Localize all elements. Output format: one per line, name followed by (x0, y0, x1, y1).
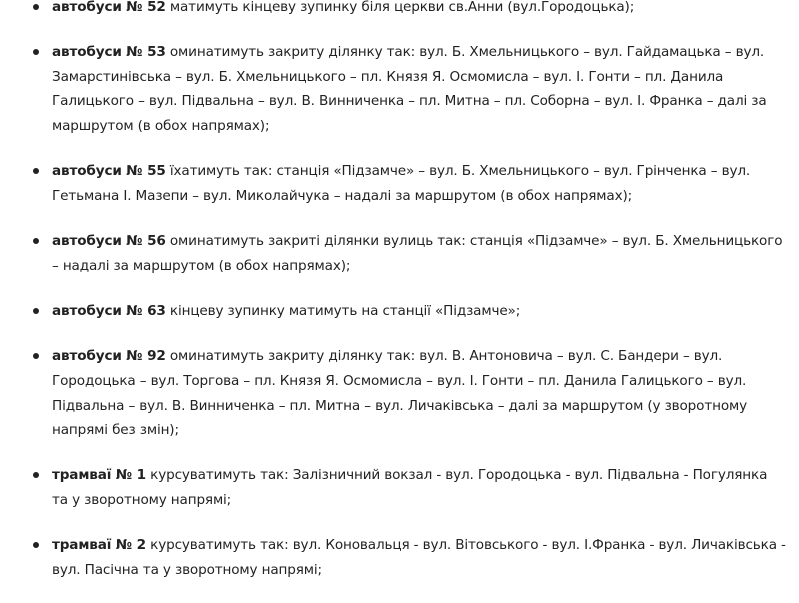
bullet-icon (33, 4, 39, 10)
route-description: їхатимуть так: станція «Підзамче» – вул. Б. Хмельницького – вул. Грінченка – вул. Гетьмана І. Мазепи – вул. Миколайчука – надалі за маршрутом (в обох напрямах); (52, 163, 751, 204)
list-item (0, 344, 799, 442)
route-label: автобуси № 52 (52, 0, 166, 15)
bullet-icon (33, 238, 39, 244)
route-label: трамваї № 1 (52, 467, 146, 484)
list-item (0, 533, 799, 582)
bullet-icon (33, 308, 39, 314)
list-item (0, 40, 799, 138)
bullet-icon (33, 472, 39, 478)
route-description: курсуватимуть так: вул. Коновальця - вул. Вітовського - вул. І.Франка - вул. Личаківська - вул. Пасічна та у зворотному напрямі; (52, 537, 786, 578)
list-item (0, 159, 799, 208)
route-description: оминатимуть закриті ділянки вулиць так: станція «Підзамче» – вул. Б. Хмельницького – надалі за маршрутом (в обох напрямах); (52, 233, 783, 274)
bullet-icon (33, 542, 39, 548)
route-description: курсуватимуть так: Залізничний вокзал - вул. Городоцька - вул. Підвальна - Погулянка та у зворотному напрямі; (52, 467, 768, 509)
route-label: автобуси № 56 (52, 233, 166, 250)
bullet-icon (33, 49, 39, 55)
list-item (0, 299, 799, 324)
route-description: оминатимуть закриту ділянку так: вул. В. Антоновича – вул. С. Бандери – вул. Городоцька – вул. Торгова – пл. Князя Я. Осмомисла – вул. І. Гонти – пл. Данила Галицького – вул. Підвальна – вул. В. Винниченка – пл. Митна – вул. Личаківська – далі за маршрутом (у зворотному напрямі без змін); (52, 348, 747, 439)
route-label: автобуси № 55 (52, 163, 166, 180)
route-description: кінцеву зупинку матимуть на станції «Підзамче»; (165, 303, 521, 320)
route-description: матимуть кінцеву зупинку біля церкви св.Анни (вул.Городоцька); (165, 0, 635, 15)
route-description: оминатимуть закриту ділянку так: вул. Б. Хмельницького – вул. Гайдамацька – вул. Замарстинівська – вул. Б. Хмельницького – пл. Князя Я. Осмомисла – вул. І. Гонти – пл. Данила Галицького – вул. Підвальна – вул. В. Винниченка – пл. Митна – пл. Соборна – вул. І. Франка – далі за маршрутом (в обох напрямах); (52, 44, 767, 135)
route-label: автобуси № 53 (52, 44, 166, 61)
route-label: автобуси № 92 (52, 348, 166, 365)
list-item (0, 229, 799, 278)
list-item (0, 463, 799, 512)
bullet-icon (33, 353, 39, 359)
list-item (0, 0, 799, 20)
bullet-icon (33, 168, 39, 174)
route-label: трамваї № 2 (52, 537, 146, 554)
route-label: автобуси № 63 (52, 303, 166, 320)
